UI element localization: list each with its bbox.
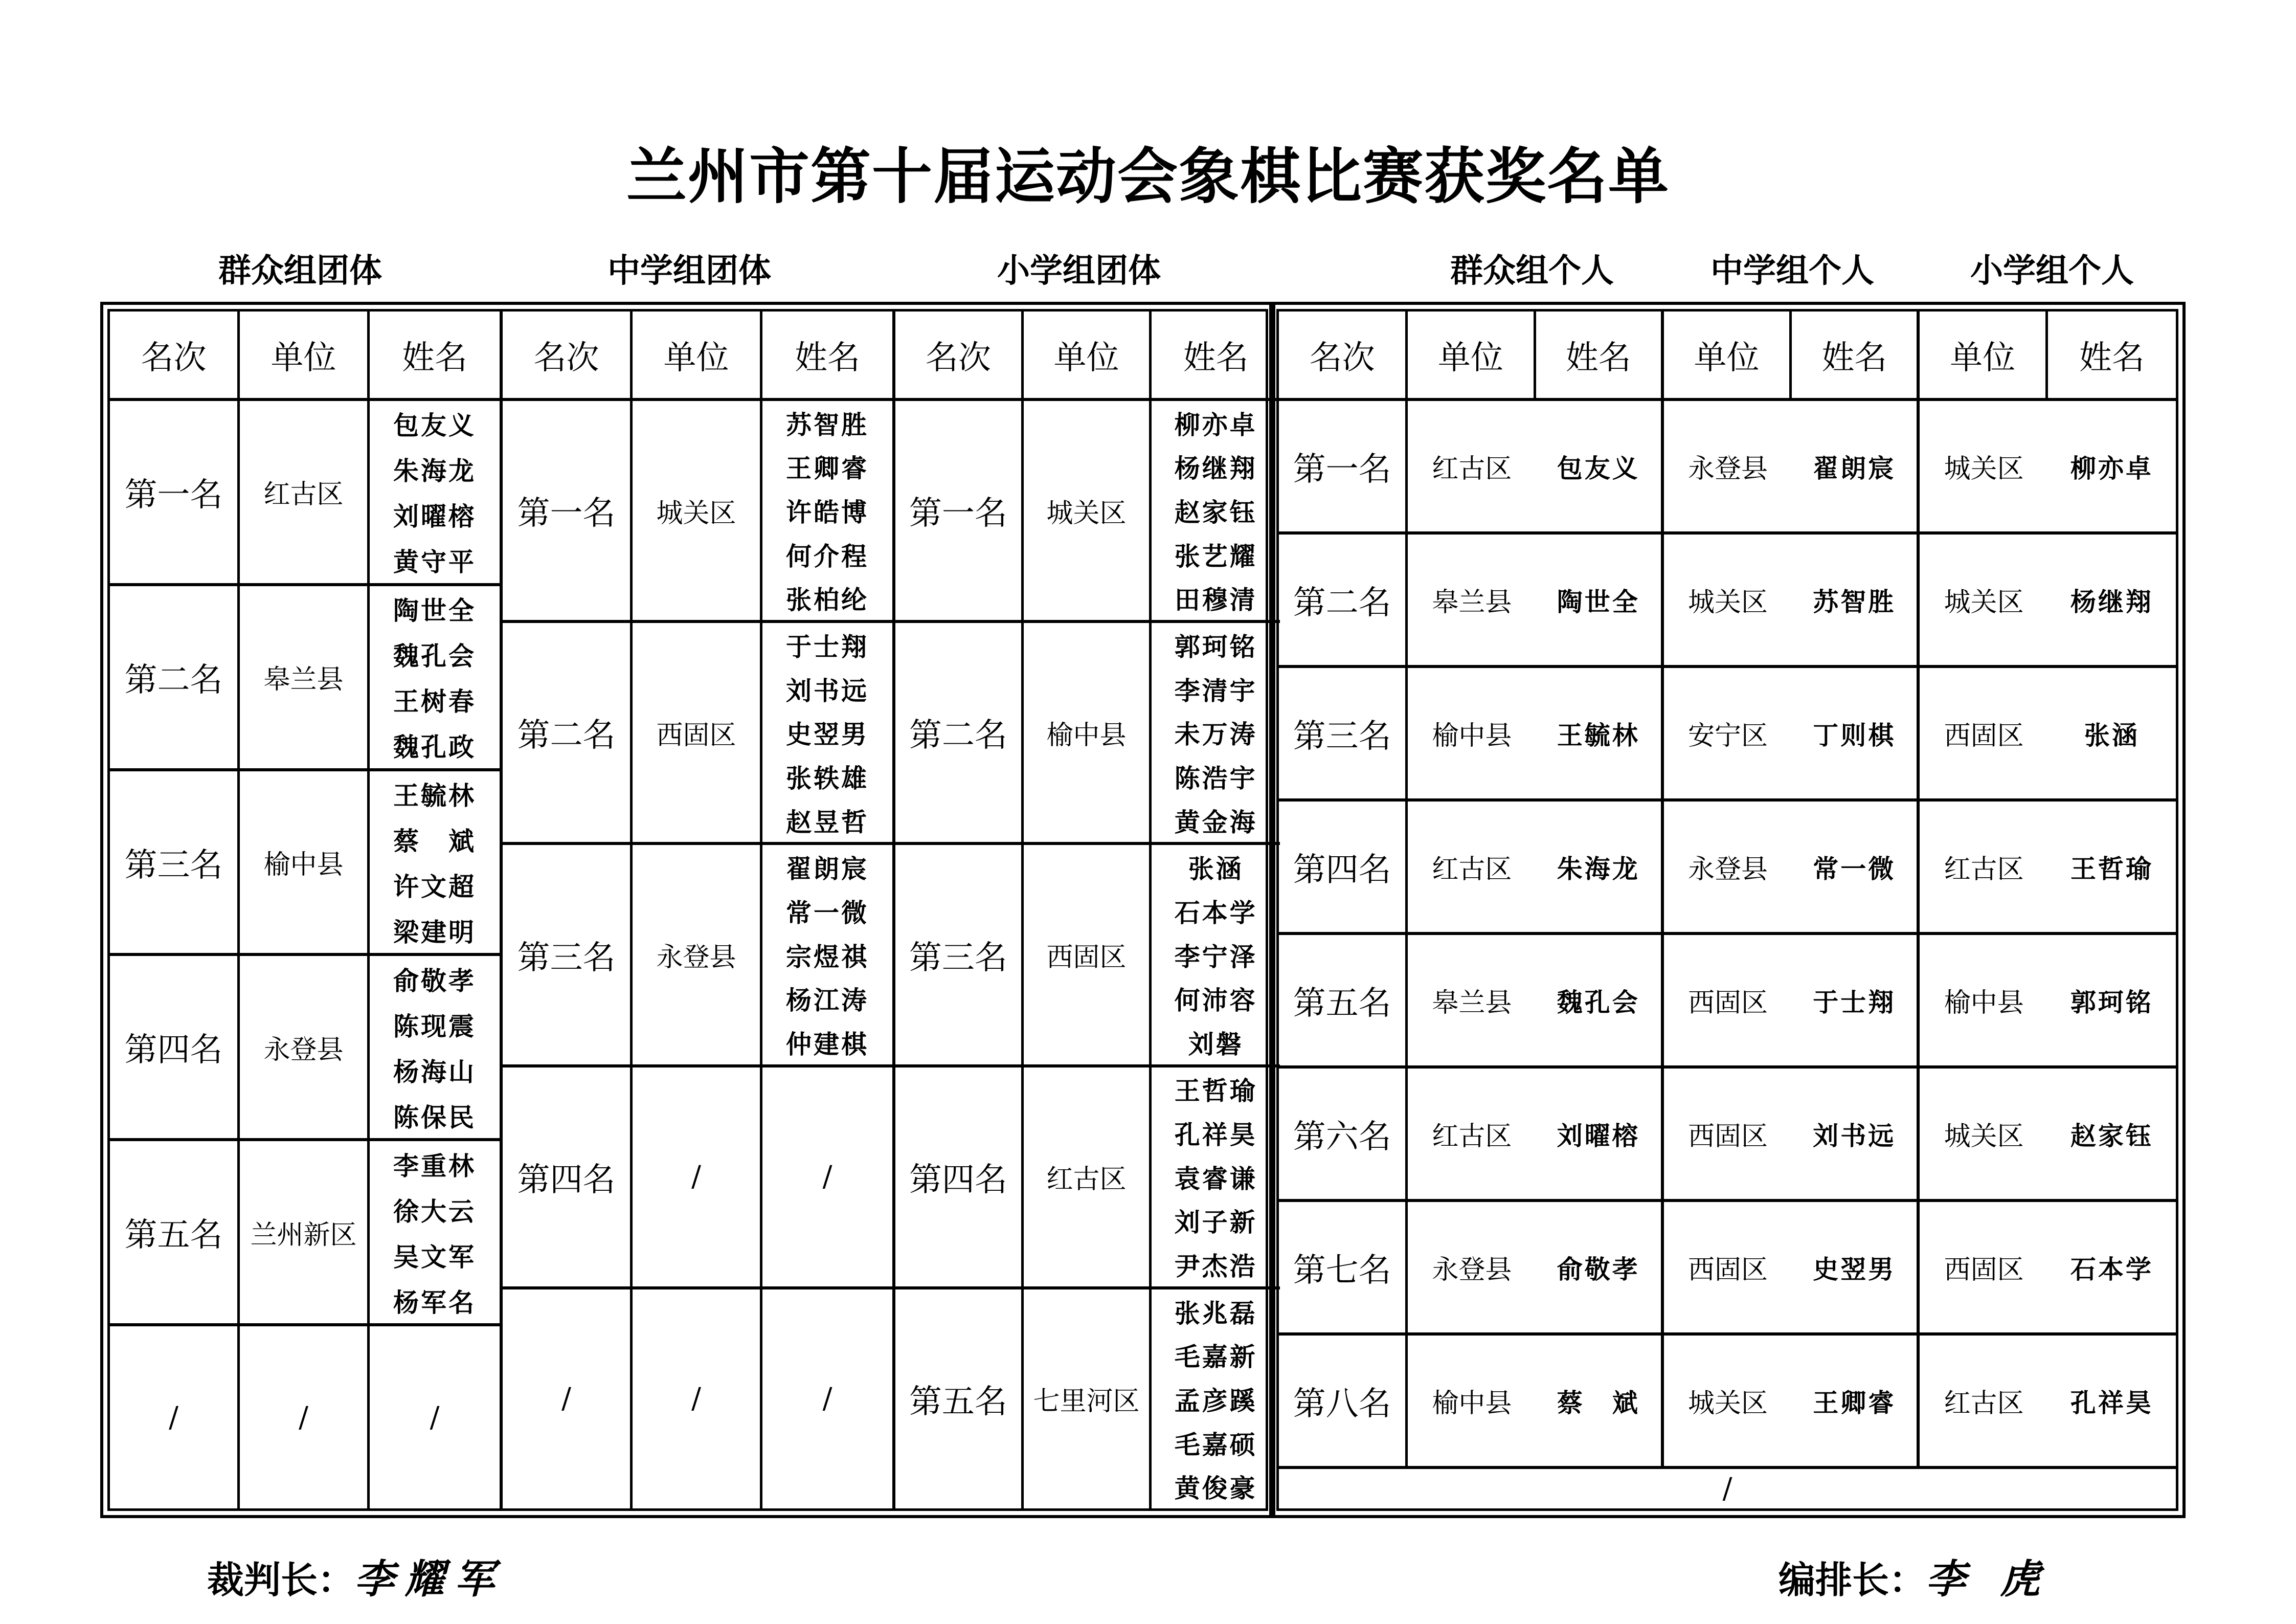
unit-cell: /	[240, 1326, 370, 1508]
rank-block	[503, 845, 892, 1067]
individual-row	[1279, 668, 2176, 802]
player-name: 宗煜祺	[786, 941, 869, 972]
player-name: 丁则棋	[1792, 668, 1920, 798]
names-cell	[1152, 1289, 1280, 1508]
player-name: 赵家钰	[2070, 1120, 2153, 1151]
player-name: 包友义	[1536, 401, 1664, 531]
names-cell	[1152, 845, 1280, 1064]
header-name: 姓名	[2079, 339, 2145, 377]
team-table	[100, 302, 1275, 1518]
individual-row	[1279, 1069, 2176, 1202]
header-rank: 名次	[503, 312, 633, 398]
player-name: 王卿睿	[1792, 1336, 1920, 1466]
player-name: 杨江涛	[786, 985, 869, 1016]
unit-cell: 城关区	[1944, 1121, 2024, 1152]
unit-cell: 西固区	[1944, 1255, 2024, 1285]
player-name: 石本学	[1174, 897, 1257, 928]
player-name: 张轶雄	[786, 763, 869, 793]
player-name: 张涵	[2084, 720, 2140, 750]
player-name: 李宁泽	[1174, 941, 1257, 972]
rank-block	[110, 771, 500, 956]
unit-cell: 城关区	[1944, 454, 2024, 484]
unit-cell: 城关区	[633, 401, 762, 620]
player-name: 王毓林	[1536, 668, 1664, 798]
player-name: 刘书远	[786, 675, 869, 706]
individual-table-inner	[1276, 309, 2178, 1511]
unit-cell: 城关区	[1024, 401, 1152, 620]
names-cell	[762, 401, 892, 620]
rank-cell: /	[110, 1326, 240, 1508]
player-name: 魏孔会	[393, 641, 476, 672]
header-name: 姓名	[1792, 312, 1920, 398]
header-rank: 名次	[895, 312, 1024, 398]
player-name: 蔡 斌	[1536, 1336, 1664, 1466]
player-name: 许皓博	[786, 497, 869, 528]
rank-cell: 第五名	[895, 1289, 1024, 1508]
player-name: 陈保民	[393, 1102, 476, 1132]
group-label-mass-individual: 群众组个人	[1450, 252, 1614, 290]
player-name: 未万涛	[1174, 719, 1257, 750]
player-name: 赵家钰	[1174, 497, 1257, 528]
unit-cell: 榆中县	[1944, 988, 2024, 1018]
header-rank: 名次	[1279, 312, 1408, 398]
player-name: 翟朗宸	[786, 854, 869, 884]
player-name: 张艺耀	[1174, 541, 1257, 571]
player-name: 黄守平	[393, 547, 476, 577]
names-cell	[370, 771, 500, 953]
unit-cell: 皋兰县	[240, 586, 370, 768]
individual-row	[1279, 802, 2176, 935]
player-name: 杨继翔	[2070, 586, 2153, 617]
chief-referee	[207, 1547, 505, 1605]
player-name: 王树春	[393, 686, 476, 717]
player-name: 郭珂铭	[1174, 632, 1257, 662]
player-name: 俞敬孝	[1536, 1202, 1664, 1332]
player-name: 李清宇	[1174, 675, 1257, 706]
rank-block	[503, 401, 892, 623]
player-name: /	[430, 1400, 440, 1434]
rank-cell: 第四名	[110, 956, 240, 1138]
player-name: 毛嘉硕	[1174, 1429, 1257, 1460]
player-name: 苏智胜	[1792, 535, 1920, 665]
player-name: 陈浩宇	[1174, 763, 1257, 793]
page-title: 兰州市第十届运动会象棋比赛获奖名单	[626, 141, 1670, 212]
header-name: 姓名	[795, 339, 860, 377]
unit-cell: 永登县	[1688, 854, 1768, 885]
rank-block	[503, 1289, 892, 1508]
player-name: 何沛容	[1174, 985, 1257, 1016]
unit-cell: 西固区	[1944, 721, 2024, 751]
rank-block	[110, 1141, 500, 1326]
unit-cell: 七里河区	[1024, 1289, 1152, 1508]
unit-cell: 永登县	[633, 845, 762, 1064]
unit-cell: 榆中县	[1432, 1388, 1512, 1419]
names-cell	[1152, 623, 1280, 842]
unit-cell: 永登县	[240, 956, 370, 1138]
rank-cell: 第五名	[1279, 935, 1408, 1065]
player-name: 张兆磊	[1174, 1298, 1257, 1328]
rank-cell: 第一名	[1279, 401, 1408, 531]
player-name: 于士翔	[1792, 935, 1920, 1065]
unit-cell: 安宁区	[1688, 721, 1768, 751]
rank-block	[895, 1067, 1280, 1289]
team-group	[895, 312, 1280, 1508]
header-row	[1279, 312, 2176, 401]
unit-cell: 红古区	[1944, 854, 2024, 885]
unit-cell: 榆中县	[1432, 721, 1512, 751]
player-name: 毛嘉新	[1174, 1342, 1257, 1372]
player-name: 许文超	[393, 872, 476, 902]
player-name: 王毓林	[393, 781, 476, 811]
player-name: 赵昱哲	[786, 807, 869, 837]
rank-cell: 第三名	[895, 845, 1024, 1064]
player-name: 仲建棋	[786, 1029, 869, 1059]
rank-cell: 第一名	[503, 401, 633, 620]
header-unit: 单位	[633, 312, 762, 398]
unit-cell: 红古区	[1432, 1121, 1512, 1152]
rank-block	[503, 623, 892, 845]
unit-cell: 红古区	[1432, 854, 1512, 885]
names-cell	[762, 1289, 892, 1508]
player-name: 陶世全	[393, 595, 476, 626]
rank-cell: 第六名	[1279, 1069, 1408, 1199]
unit-cell: 红古区	[1944, 1388, 2024, 1419]
player-name: 史翌男	[1792, 1202, 1920, 1332]
unit-cell: 西固区	[1688, 1255, 1768, 1285]
rank-cell: 第一名	[895, 401, 1024, 620]
player-name: 陈现震	[393, 1011, 476, 1041]
player-name: 张涵	[1188, 854, 1244, 884]
rank-cell: 第四名	[895, 1067, 1024, 1286]
header-rank: 名次	[110, 312, 240, 398]
group-label-mass-team: 群众组团体	[218, 252, 382, 290]
player-name: 刘曜榕	[1536, 1069, 1664, 1199]
player-name: 常一微	[1792, 802, 1920, 932]
arranger-signature: 李 虎	[1926, 1556, 2051, 1603]
player-name: 袁睿谦	[1174, 1163, 1257, 1194]
names-cell	[370, 401, 500, 583]
header-name: 姓名	[1536, 312, 1664, 398]
team-group	[110, 312, 503, 1508]
rank-block	[503, 1067, 892, 1289]
player-name: 田穆清	[1174, 585, 1257, 615]
names-cell	[370, 1141, 500, 1323]
names-cell	[1152, 1067, 1280, 1286]
player-name: 杨继翔	[1174, 453, 1257, 484]
unit-cell: 西固区	[633, 623, 762, 842]
rank-cell: 第四名	[503, 1067, 633, 1286]
rank-block	[895, 623, 1280, 845]
header-row	[503, 312, 892, 401]
player-name: 刘子新	[1174, 1207, 1257, 1238]
rank-block	[110, 586, 500, 771]
player-name: 石本学	[2070, 1254, 2153, 1284]
rank-cell: /	[503, 1289, 633, 1508]
player-name: 王哲瑜	[2070, 853, 2153, 884]
unit-cell: /	[633, 1067, 762, 1286]
player-name: 何介程	[786, 541, 869, 571]
names-cell	[762, 845, 892, 1064]
player-name: 吴文军	[393, 1241, 476, 1272]
player-name: 包友义	[393, 410, 476, 441]
individual-row	[1279, 935, 2176, 1069]
player-name: 尹杰浩	[1174, 1251, 1257, 1281]
header-row	[110, 312, 500, 401]
rank-cell: 第二名	[1279, 535, 1408, 665]
player-name: 柳亦卓	[1174, 409, 1257, 440]
player-name: 杨军名	[393, 1287, 476, 1318]
group-label-primary-team: 小学组团体	[997, 252, 1161, 290]
unit-cell: 红古区	[240, 401, 370, 583]
names-cell	[1152, 401, 1280, 620]
unit-cell: 永登县	[1688, 454, 1768, 484]
player-name: 于士翔	[786, 632, 869, 662]
rank-cell: 第八名	[1279, 1336, 1408, 1466]
individual-row	[1279, 1202, 2176, 1336]
header-unit: 单位	[1024, 312, 1152, 398]
player-name: 史翌男	[786, 719, 869, 750]
header-unit: 单位	[1920, 312, 2047, 398]
rank-block	[895, 401, 1280, 623]
unit-cell: 红古区	[1024, 1067, 1152, 1286]
individual-row	[1279, 401, 2176, 535]
group-label-middle-individual: 中学组个人	[1710, 252, 1874, 290]
rank-block	[895, 1289, 1280, 1508]
names-cell	[370, 1326, 500, 1508]
header-unit: 单位	[240, 312, 370, 398]
player-name: 刘曜榕	[393, 501, 476, 532]
group-label-primary-individual: 小学组个人	[1970, 252, 2134, 290]
unit-cell: 西固区	[1688, 1121, 1768, 1152]
player-name: 李重林	[393, 1150, 476, 1181]
player-name: 郭珂铭	[2070, 987, 2153, 1017]
player-name: 朱海龙	[1536, 802, 1664, 932]
player-name: 常一微	[786, 897, 869, 928]
names-cell	[762, 623, 892, 842]
group-label-middle-team: 中学组团体	[607, 252, 771, 290]
individual-row	[1279, 535, 2176, 668]
player-name: 苏智胜	[786, 409, 869, 440]
rank-block	[110, 401, 500, 586]
arranger-label: 编排长：	[1779, 1558, 1926, 1601]
chief-referee-signature: 李耀军	[354, 1556, 505, 1603]
player-name: 孟彦蹊	[1174, 1385, 1257, 1416]
unit-cell: 皋兰县	[1432, 988, 1512, 1018]
header-row	[895, 312, 1280, 401]
player-name: 朱海龙	[393, 456, 476, 486]
footer-slash: /	[1722, 1472, 1732, 1505]
unit-cell: 兰州新区	[240, 1141, 370, 1323]
rank-cell: 第三名	[110, 771, 240, 953]
arranger	[1779, 1547, 2050, 1605]
player-name: 孔祥昊	[1174, 1120, 1257, 1150]
player-name: /	[822, 1160, 832, 1194]
player-name: 黄金海	[1174, 807, 1257, 837]
rank-cell: 第一名	[110, 401, 240, 583]
player-name: 刘磐	[1188, 1029, 1244, 1059]
player-name: 翟朗宸	[1792, 401, 1920, 531]
rank-cell: 第四名	[1279, 802, 1408, 932]
names-cell	[370, 586, 500, 768]
player-name: 蔡 斌	[393, 826, 476, 857]
unit-cell: 城关区	[1688, 587, 1768, 618]
rank-cell: 第五名	[110, 1141, 240, 1323]
player-name: 孔祥昊	[2070, 1387, 2153, 1418]
player-name: 王卿睿	[786, 453, 869, 484]
player-name: 柳亦卓	[2070, 453, 2153, 483]
rank-cell: 第二名	[110, 586, 240, 768]
player-name: 刘书远	[1792, 1069, 1920, 1199]
unit-cell: 城关区	[1688, 1388, 1768, 1419]
rank-block	[110, 956, 500, 1141]
rank-cell: 第二名	[503, 623, 633, 842]
rank-block	[110, 1326, 500, 1508]
player-name: 陶世全	[1536, 535, 1664, 665]
header-name: 姓名	[402, 339, 467, 377]
rank-cell: 第七名	[1279, 1202, 1408, 1332]
individual-row	[1279, 1336, 2176, 1469]
unit-cell: 城关区	[1944, 587, 2024, 618]
names-cell	[762, 1067, 892, 1286]
unit-cell: 皋兰县	[1432, 587, 1512, 618]
unit-cell: 红古区	[1432, 454, 1512, 484]
player-name: /	[822, 1382, 832, 1416]
rank-block	[895, 845, 1280, 1067]
rank-cell: 第二名	[895, 623, 1024, 842]
unit-cell: 榆中县	[1024, 623, 1152, 842]
unit-cell: 永登县	[1432, 1255, 1512, 1285]
names-cell	[370, 956, 500, 1138]
unit-cell: /	[633, 1289, 762, 1508]
player-name: 黄俊豪	[1174, 1473, 1257, 1504]
player-name: 梁建明	[393, 917, 476, 947]
header-unit: 单位	[1408, 312, 1536, 398]
team-table-inner	[107, 309, 1268, 1511]
player-name: 杨海山	[393, 1056, 476, 1087]
rank-cell: 第三名	[1279, 668, 1408, 798]
rank-cell: 第三名	[503, 845, 633, 1064]
header-unit: 单位	[1664, 312, 1792, 398]
header-name: 姓名	[1183, 339, 1249, 377]
individual-table	[1269, 302, 2186, 1518]
player-name: 张柏纶	[786, 585, 869, 615]
player-name: 俞敬孝	[393, 965, 476, 996]
player-name: 魏孔会	[1536, 935, 1664, 1065]
team-group	[503, 312, 895, 1508]
unit-cell: 西固区	[1024, 845, 1152, 1064]
player-name: 王哲瑜	[1174, 1076, 1257, 1106]
unit-cell: 西固区	[1688, 988, 1768, 1018]
player-name: 魏孔政	[393, 732, 476, 763]
chief-referee-label: 裁判长：	[207, 1558, 355, 1601]
unit-cell: 榆中县	[240, 771, 370, 953]
player-name: 徐大云	[393, 1196, 476, 1227]
